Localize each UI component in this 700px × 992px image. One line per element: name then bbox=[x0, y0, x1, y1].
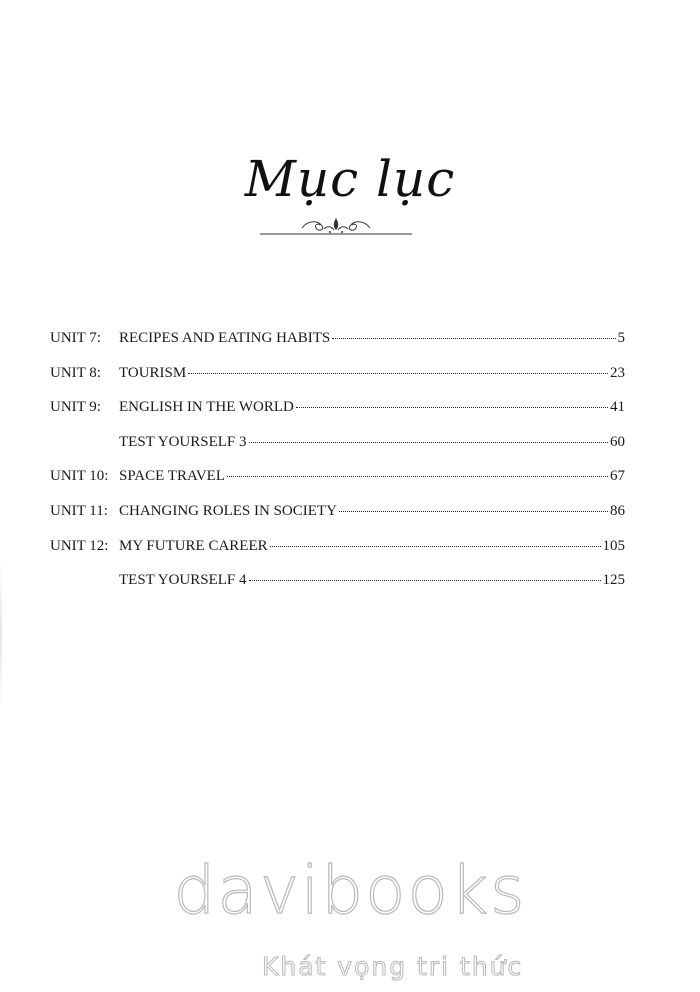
toc-unit-label: UNIT 11: bbox=[50, 502, 108, 519]
toc-page-number: 105 bbox=[602, 537, 625, 554]
toc-page-number: 125 bbox=[602, 572, 625, 589]
toc-entry[interactable] bbox=[50, 468, 625, 503]
toc-title: TEST YOURSELF 4 bbox=[119, 572, 247, 589]
toc-leader-dots bbox=[270, 545, 601, 547]
toc-unit-label: UNIT 9: bbox=[50, 399, 101, 416]
toc-title: ENGLISH IN THE WORLD bbox=[119, 399, 294, 416]
toc-entry[interactable] bbox=[50, 365, 625, 400]
toc-leader-dots bbox=[249, 441, 608, 443]
page-title: Mục lục bbox=[244, 150, 456, 208]
toc-page-number: 86 bbox=[610, 502, 625, 519]
toc-title: RECIPES AND EATING HABITS bbox=[119, 330, 331, 346]
toc-title: TOURISM bbox=[119, 364, 187, 381]
toc-entry[interactable] bbox=[50, 503, 625, 538]
toc-unit-label: UNIT 7: bbox=[50, 330, 101, 346]
toc-page-number: 60 bbox=[610, 433, 625, 450]
toc-leader-dots bbox=[249, 579, 601, 581]
toc-leader-dots bbox=[296, 406, 608, 408]
toc-leader-dots bbox=[332, 337, 615, 339]
toc-entry[interactable] bbox=[50, 434, 625, 469]
toc-title: SPACE TRAVEL bbox=[119, 468, 226, 485]
toc-page-number: 67 bbox=[610, 468, 625, 485]
toc-entry[interactable] bbox=[50, 330, 625, 365]
table-of-contents bbox=[50, 330, 625, 607]
page-edge-shadow bbox=[0, 560, 2, 710]
toc-leader-dots bbox=[188, 372, 608, 374]
toc-title: CHANGING ROLES IN SOCIETY bbox=[119, 502, 337, 519]
toc-page-number: 5 bbox=[617, 330, 625, 346]
toc-leader-dots bbox=[227, 475, 608, 477]
toc-entry[interactable] bbox=[50, 538, 625, 573]
toc-unit-label: UNIT 10: bbox=[50, 468, 109, 485]
toc-page-number: 41 bbox=[610, 399, 625, 416]
toc-title: MY FUTURE CAREER bbox=[119, 537, 268, 554]
toc-leader-dots bbox=[339, 510, 608, 512]
watermark-tagline: Khát vọng tri thức bbox=[262, 952, 524, 981]
watermark-brand: davibooks bbox=[173, 852, 527, 929]
toc-entry[interactable] bbox=[50, 572, 625, 607]
toc-page-number: 23 bbox=[610, 364, 625, 381]
toc-unit-label: UNIT 12: bbox=[50, 537, 109, 554]
toc-unit-label: UNIT 8: bbox=[50, 364, 101, 381]
toc-entry[interactable] bbox=[50, 399, 625, 434]
toc-title: TEST YOURSELF 3 bbox=[119, 433, 247, 450]
title-ornament-divider bbox=[258, 216, 414, 240]
